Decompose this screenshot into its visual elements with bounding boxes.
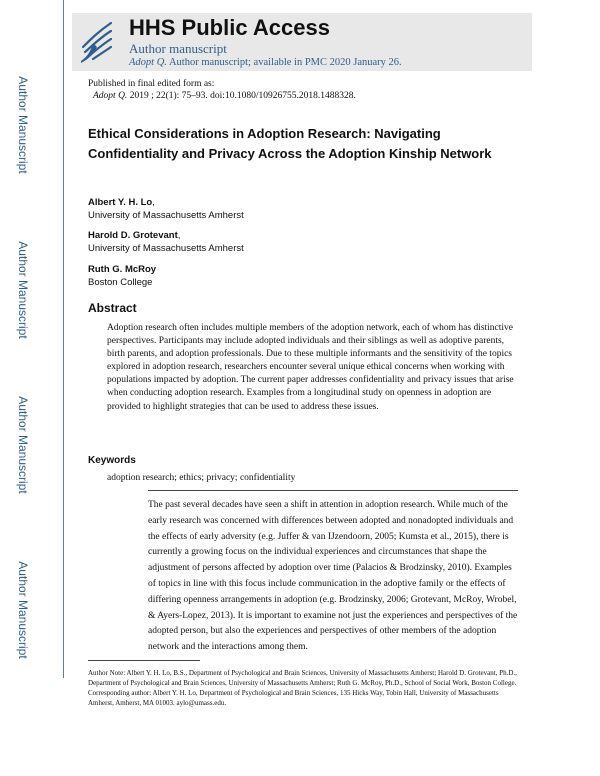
margin-rule (63, 0, 64, 678)
citation (88, 90, 356, 102)
author-block (88, 263, 156, 289)
author-affiliation: Boston College (88, 277, 153, 288)
author-name: Harold D. Grotevant (88, 230, 178, 241)
header-title: HHS Public Access (129, 15, 330, 40)
publication-info (88, 78, 356, 102)
author-manuscript-side-label: Author Manuscript (16, 396, 30, 494)
hhs-eagle-logo-icon (77, 17, 117, 65)
author-manuscript-side-label: Author Manuscript (16, 241, 30, 339)
author-suffix: , (152, 197, 155, 208)
abstract-text: Adoption research often includes multiple members of the adoption network, each of whom has distinctive perspectives. Participants may include adopted individuals and their siblings as well as adoptive parents, birth parents, and adoption professionals. Due to these multiple informants and the sensitivity of the topics explored in adoption research, researchers encounter several unique ethical concerns when working with populations impacted by adoption. The current paper addresses confidentiality and privacy issues that arise when conducting adoption research. Examples from a longitudinal study on openness in adoption are provided to highlight strategies that can be used to address these issues. (107, 323, 514, 412)
author-affiliation: University of Massachusetts Amherst (88, 210, 244, 221)
keywords-text: adoption research; ethics; privacy; confidentiality (107, 473, 296, 483)
journal-abbrev: Adopt Q. (129, 57, 167, 68)
published-line: Published in final edited form as: (88, 79, 215, 89)
citation-journal: Adopt Q. (93, 91, 128, 101)
author-block (88, 229, 244, 255)
citation-details: 2019 ; 22(1): 75–93. doi:10.1080/10926755.2018.1488328. (127, 91, 356, 101)
keywords-heading: Keywords (88, 455, 136, 466)
author-manuscript-side-label: Author Manuscript (16, 76, 30, 174)
header-subtitle: Author manuscript (129, 41, 227, 56)
author-affiliation: University of Massachusetts Amherst (88, 243, 244, 254)
paper-title: Ethical Considerations in Adoption Research: Navigating Confidentiality and Privacy Across the Adoption Kinship Network (88, 126, 492, 161)
author-note-footnote: Author Note: Albert Y. H. Lo, B.S., Department of Psychological and Brain Sciences, University of Massachusetts Amherst; Harold D. Grotevant, Ph.D., Department of Psychological and Brain Sciences, University of Massachusetts Amherst; Ruth G. McRoy, Ph.D., School of Social Work, Boston College. Corresponding author: Albert Y. H. Lo, Department of Psychological and Brain Sciences, 135 Hicks Way, Tobin Hall, University of Massachusetts Amherst, Amherst, MA 01003. aylo@umass.edu. (88, 669, 517, 707)
header-availability (129, 57, 402, 68)
section-separator (148, 490, 518, 491)
author-block (88, 196, 244, 222)
body-paragraph: The past several decades have seen a shift in attention in adoption research. While much of the early research was concerned with differences between adopted and nonadopted individuals and the effects of early adversity (e.g. Juffer & van IJzendoorn, 2005; Kumsta et al., 2015), there is currently a growing focus on the individual experiences and circumstances that shape the adjustment of persons affected by adoption over time (Palacios & Brodzinsky, 2010). Examples of topics in line with this focus include communication in the adoptive family or the effects of differing openness arrangements in adoption (e.g. Brodzinsky, 2006; Grotevant, McRoy, Wrobel, & Ayers-Lopez, 2013). It is important to examine not just the experiences and perspectives of the adopted person, but also the experiences and perspectives of other members of the adoption network and the interactions among them. (148, 500, 518, 653)
author-manuscript-side-label: Author Manuscript (16, 561, 30, 659)
author-name: Ruth G. McRoy (88, 264, 157, 275)
abstract-heading: Abstract (88, 301, 137, 315)
footnote-rule (88, 660, 200, 661)
author-suffix: , (177, 230, 181, 241)
availability-text: Author manuscript; available in PMC 2020 January 26. (166, 57, 402, 68)
author-name: Albert Y. H. Lo (88, 197, 153, 208)
